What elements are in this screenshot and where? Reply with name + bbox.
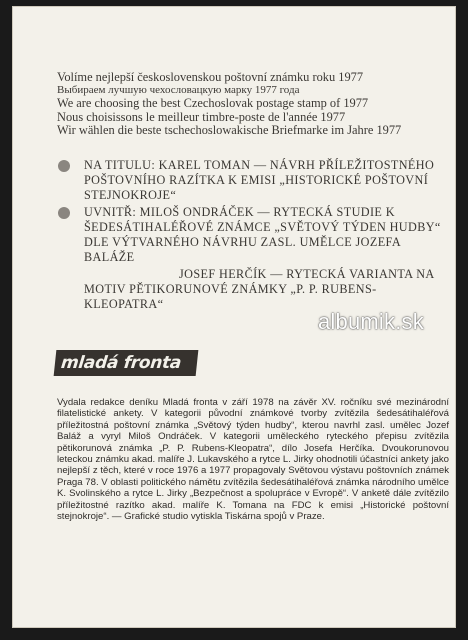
bullet-dot-icon: [58, 160, 70, 172]
heading-french: Nous choisissons le meilleur timbre-poste de l'année 1977: [57, 109, 346, 124]
heading-russian: Выбираем лучшую чехословацкую марку 1977 года: [57, 84, 300, 97]
list-item: [56, 158, 451, 203]
list-item: [56, 205, 451, 265]
contents-list: [56, 158, 451, 314]
watermark: albumik.sk: [318, 309, 424, 334]
heading-english: We are choosing the best Czechoslovak postage stamp of 1977: [57, 96, 369, 111]
list-item: [56, 267, 451, 312]
variant-description: JOSEF HERČÍK — RYTECKÁ VARIANTA NA MOTIV PĚTIKORUNOVÉ ZNÁMKY „P. P. RUBENS-KLEOPATRA“: [84, 267, 434, 311]
heading-german: Wir wählen die beste tschechoslowakische Briefmarke im Jahre 1977: [57, 122, 402, 137]
cover-description: NA TITULU: KAREL TOMAN — NÁVRH PŘÍLEŽITOSTNÉHO POŠTOVNÍHO RAZÍTKA K EMISI „HISTORICKÉ POŠTOVNÍ STEJNOKROJE“: [84, 158, 435, 202]
mlada-fronta-logo: mladá fronta: [54, 350, 199, 376]
multilingual-heading: [57, 71, 449, 137]
inside-description: UVNITŘ: MILOŠ ONDRÁČEK — RYTECKÁ STUDIE K ŠEDESÁTIHALÉŘOVÉ ZNÁMCE „SVĚTOVÝ TÝDEN HUDBY“ DLE VÝTVARNÉHO NÁVRHU ZASL. UMĚLCE JOZEFA BALÁŽE: [84, 205, 441, 264]
heading-czech: Volíme nejlepší československou poštovní známku roku 1977: [57, 70, 364, 84]
publisher-paragraph: Vydala redakce deníku Mladá fronta v září 1978 na závěr XV. ročníku své mezinárodní filatelistické ankety. V kategorii původní známkové tvorby zvítězila šedesátihaléřová příležitostná poštovní známka „Světový týden hudby“, kterou navrhl zasl. umělec Jozef Baláž a vyryl Miloš Ondráček. V kategorii uměleckého ryteckého přepisu zvítězila pětikorunová známka „P. P. Rubens-Kleopatra“, dílo Josefa Herčíka. Dvoukorunovou leteckou známku akad. malíře J. Lukavského a rytce L. Jirky ohodnotili účastníci ankety jako nejlepší z těch, které v roce 1976 a 1977 propagovaly Světovou výstavu poštovních známek Praga 78. V oblasti politického námětu zvítězila šedesátihaléřová známka národního umělce K. Svolinského a rytce L. Jirky „Bezpečnost a spolupráce v Evropě“. V anketě dále zvítězilo příležitostné razítko akad. malíře K. Tomana na FDC k emisi „Historické poštovní stejnokroje“. — Grafické studio vytiskla Tiskárna spojů v Praze.: [57, 397, 449, 523]
bullet-dot-icon: [58, 207, 70, 219]
